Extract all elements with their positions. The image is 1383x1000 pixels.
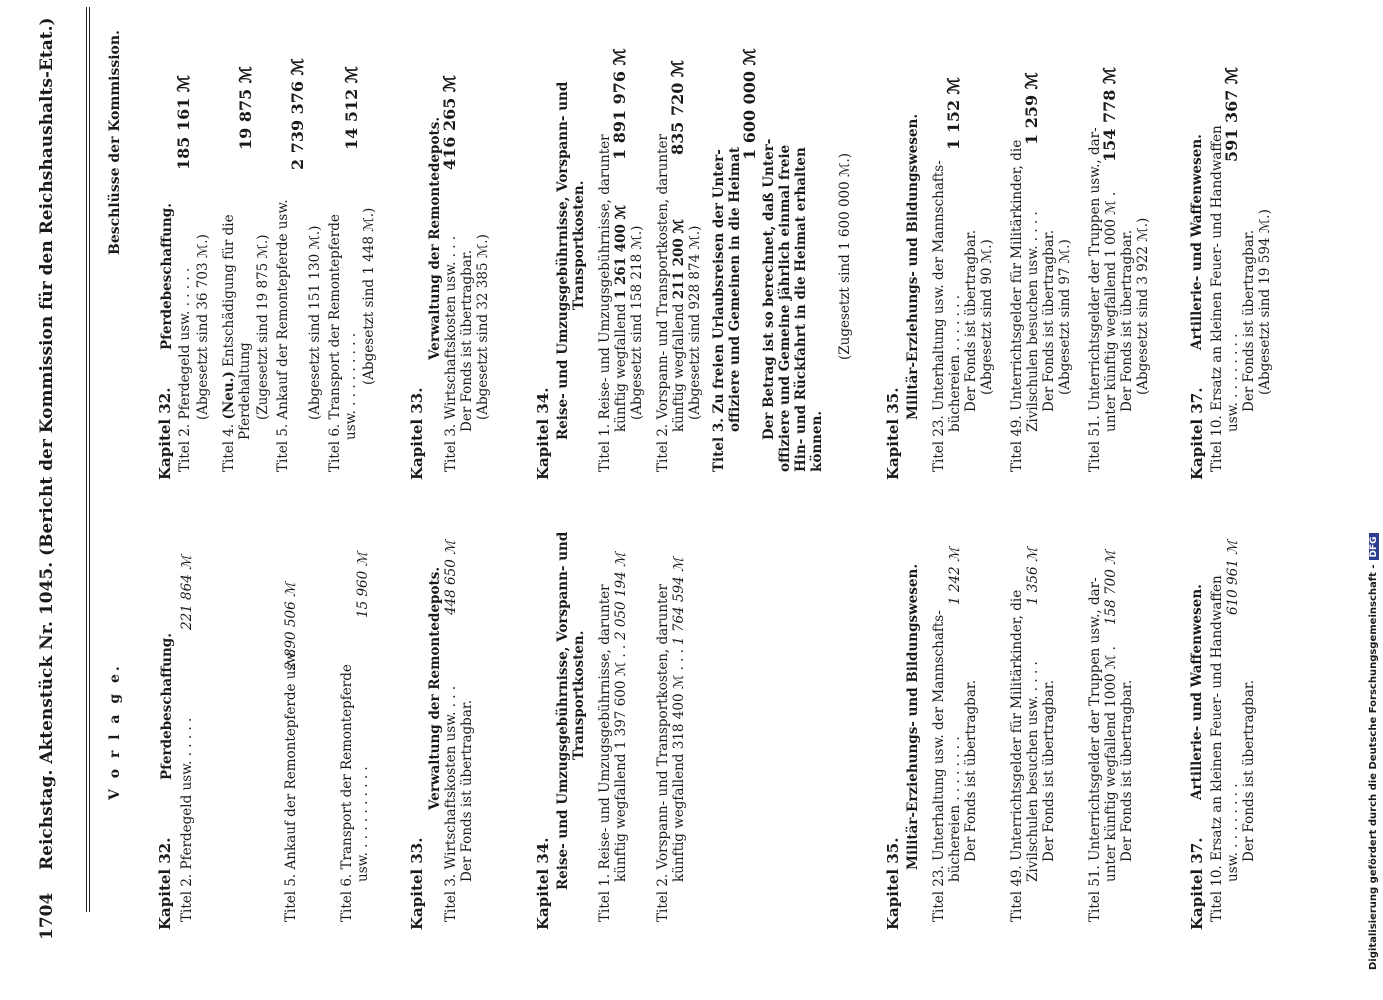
beschluesse-k34-t2b-val: 211 200 ℳ	[671, 219, 687, 300]
beschluesse-k34-t1b-pre: künftig wegfallend	[613, 303, 629, 432]
beschluesse-k35-t23a: Titel 23. Unterhaltung usw. der Mannschafts-	[931, 160, 947, 472]
beschluesse-k32-t6a: Titel 6. Transport der Remontepferde	[327, 214, 343, 472]
beschluesse-k32-t4-amount: 19 875 ℳ	[236, 66, 255, 150]
vorlage-k35-t51b: unter künftig wegfallend 1000 ℳ .	[1103, 646, 1119, 882]
vorlage-k33-t3a: Titel 3. Wirtschaftskosten usw. . . .	[443, 685, 459, 922]
beschluesse-k35-t51-note: (Abgesetzt sind 3 922 ℳ.)	[1135, 217, 1151, 395]
beschluesse-k34-t2-note: (Abgesetzt sind 928 874 ℳ.)	[687, 225, 703, 420]
vorlage-k33-sub: Verwaltung der Remontedepots.	[427, 566, 443, 810]
beschluesse-k37-t10a: Titel 10. Ersatz an kleinen Feuer- und Handwaffen	[1209, 125, 1225, 472]
vorlage-k32-t2-amount: 221 864 ℳ	[179, 555, 195, 630]
vorlage-k34-t2b: künftig wegfallend 318 400 ℳ . . .	[671, 648, 687, 882]
vorlage-k35-t51c: Der Fonds ist übertragbar.	[1119, 679, 1135, 862]
beschluesse-k32-t6-note: (Abgesetzt sind 1 448 ℳ.)	[361, 207, 377, 385]
beschluesse-k34-t1b-val: 1 261 400 ℳ	[613, 204, 629, 300]
vorlage-k35-sub: Militär-Erziehungs- und Bildungswesen.	[905, 563, 921, 870]
beschluesse-k34-kapitel: Kapitel 34.	[534, 387, 552, 480]
beschluesse-k32-t4a-neu: (Neu.)	[221, 371, 237, 420]
vorlage-k35-t23a: Titel 23. Unterhaltung usw. der Mannschafts-	[931, 610, 947, 922]
beschluesse-k34-t2b	[672, 219, 687, 432]
beschluesse-k34-sub1: Reise- und Umzugsgebührnisse, Vorspann- und	[555, 81, 571, 440]
beschluesse-k35-t51-amount: 154 778 ℳ	[1100, 66, 1119, 162]
vorlage-k37-t10b: usw. . . . . . . . .	[1225, 783, 1241, 882]
vorlage-k32-t5: Titel 5. Ankauf der Remontepferde usw.	[283, 649, 299, 922]
vorlage-k37-sub: Artillerie- und Waffenwesen.	[1189, 584, 1205, 800]
beschluesse-k35-t51b: unter künftig wegfallend 1 000 ℳ .	[1103, 191, 1119, 432]
vorlage-k37-t10a: Titel 10. Ersatz an kleinen Feuer- und Handwaffen	[1209, 575, 1225, 922]
vorlage-k34-t2-amount: 1 764 594 ℳ	[671, 557, 687, 645]
page-title: Reichstag. Aktenstück Nr. 1045. (Bericht der Kommission für den Reichshaushalts-Etat.)	[37, 17, 57, 870]
beschluesse-k32-t5-note: (Abgesetzt sind 151 130 ℳ.)	[307, 225, 323, 420]
vorlage-k34-t2a: Titel 2. Vorspann- und Transportkosten, darunter	[655, 584, 671, 922]
vorlage-k34-t1b: künftig wegfallend 1 397 600 ℳ . .	[613, 644, 629, 882]
vorlage-k32-t2: Titel 2. Pferdegeld usw. . . . . .	[179, 717, 195, 922]
beschluesse-k32-t4a-post: Entschädigung für die	[221, 214, 237, 367]
beschluesse-k37-sub: Artillerie- und Waffenwesen.	[1189, 134, 1205, 350]
beschluesse-k34-t3a: Titel 3. Zu freien Urlaubsreisen der Unter-	[711, 149, 727, 472]
vorlage-k35-t51a: Titel 51. Unterrichtsgelder der Truppen usw., dar-	[1087, 577, 1103, 922]
beschluesse-k35-kapitel: Kapitel 35.	[884, 387, 902, 480]
beschluesse-k34-t3-note: (Zugesetzt sind 1 600 000 ℳ.)	[837, 152, 853, 360]
beschluesse-k33-kapitel: Kapitel 33.	[408, 387, 426, 480]
vorlage-k37-kapitel: Kapitel 37.	[1188, 837, 1206, 930]
beschluesse-k33-t3-amount: 416 265 ℳ	[440, 74, 459, 170]
vorlage-k32-t6-amount: 15 960 ℳ	[355, 552, 371, 618]
beschluesse-k37-t10-note: (Abgesetzt sind 19 594 ℳ.)	[1257, 209, 1273, 395]
beschluesse-k33-t3-note: (Abgesetzt sind 32 385 ℳ.)	[475, 234, 491, 420]
beschluesse-k35-t23-note: (Abgesetzt sind 90 ℳ.)	[979, 239, 995, 395]
beschluesse-k34-t2a: Titel 2. Vorspann- und Transportkosten, darunter	[655, 134, 671, 472]
beschluesse-k34-t1b	[614, 205, 629, 432]
beschluesse-k33-t3a: Titel 3. Wirtschaftskosten usw. . . .	[443, 235, 459, 472]
beschluesse-k35-t49b: Zivilschulen besuchen usw. . . . .	[1025, 211, 1041, 432]
beschluesse-k32-t4-note: (Zugesetzt sind 19 875 ℳ.)	[255, 234, 271, 420]
beschluesse-k32-sub: Pferdebeschaffung.	[159, 203, 175, 350]
beschluesse-k32-t5-amount: 2 739 376 ℳ	[288, 58, 307, 170]
beschluesse-k35-t49-amount: 1 259 ℳ	[1022, 72, 1041, 145]
beschluesse-k34-t1-amount: 1 891 976 ℳ	[610, 48, 629, 160]
beschluesse-k33-t3b: Der Fonds ist übertragbar.	[459, 249, 475, 432]
beschluesse-k32-t6b: usw. . . . . . . . . .	[343, 332, 359, 440]
header-rule-2	[89, 7, 90, 912]
vorlage-k37-t10c: Der Fonds ist übertragbar.	[1241, 679, 1257, 862]
vorlage-k32-t6b: usw. . . . . . . . . . .	[355, 766, 371, 882]
beschluesse-k32-t6-amount: 14 512 ℳ	[342, 66, 361, 150]
vorlage-k34-sub2: Transportkosten.	[571, 630, 587, 760]
vorlage-k33-kapitel: Kapitel 33.	[408, 837, 426, 930]
beschluesse-k32-t5: Titel 5. Ankauf der Remontepferde usw.	[275, 199, 291, 472]
beschluesse-k35-sub: Militär-Erziehungs- und Bildungswesen.	[905, 113, 921, 420]
vorlage-k32-t6a: Titel 6. Transport der Remontepferde	[339, 664, 355, 922]
vorlage-k35-t49c: Der Fonds ist übertragbar.	[1041, 679, 1057, 862]
beschluesse-k32-t4a	[222, 214, 237, 472]
beschluesse-k32-t2: Titel 2. Pferdegeld usw. . . . . .	[177, 267, 193, 472]
beschluesse-k34-t2-amount: 835 720 ℳ	[668, 59, 687, 155]
vorlage-heading: V o r l a g e.	[107, 663, 123, 800]
beschluesse-k33-sub: Verwaltung der Remontedepots.	[427, 116, 443, 360]
beschluesse-k35-t23-amount: 1 152 ℳ	[944, 77, 963, 150]
beschluesse-k34-t1-note: (Abgesetzt sind 158 218 ℳ.)	[629, 225, 645, 420]
vorlage-k34-sub1: Reise- und Umzugsgebührnisse, Vorspann- und	[555, 531, 571, 890]
beschluesse-k34-t1a: Titel 1. Reise- und Umzugsgebührnisse, darunter	[597, 134, 613, 472]
beschluesse-k37-t10c: Der Fonds ist übertragbar.	[1241, 229, 1257, 412]
beschluesse-k34-t3f: können.	[809, 410, 825, 472]
vorlage-k35-t51-amount: 158 700 ℳ	[1103, 550, 1119, 625]
vorlage-k32-kapitel: Kapitel 32.	[156, 837, 174, 930]
vorlage-k35-t23c: Der Fonds ist übertragbar.	[963, 679, 979, 862]
beschluesse-k35-t49-note: (Abgesetzt sind 97 ℳ.)	[1057, 239, 1073, 395]
vorlage-k35-t49-amount: 1 356 ℳ	[1025, 547, 1041, 605]
credit-text: Digitalisierung gefördert durch die Deutsche Forschungsgemeinschaft -	[1368, 564, 1379, 970]
beschluesse-k35-t49a: Titel 49. Unterrichtsgelder für Militärkinder, die	[1009, 139, 1025, 472]
beschluesse-k34-t3e: Hin- und Rückfahrt in die Heimat erhalten	[793, 147, 809, 472]
beschluesse-k34-t2b-pre: künftig wegfallend	[671, 303, 687, 432]
beschluesse-k37-t10-amount: 591 367 ℳ	[1222, 66, 1241, 162]
beschluesse-heading: Beschlüsse der Kommission.	[107, 30, 123, 255]
vorlage-k35-t49a: Titel 49. Unterrichtsgelder für Militärkinder, die	[1009, 589, 1025, 922]
beschluesse-k32-t4b: Pferdehaltung	[237, 342, 253, 440]
vorlage-k34-t1-amount: 2 050 194 ℳ	[613, 552, 629, 640]
beschluesse-k34-t3c: Der Betrag ist so berechnet, daß Unter-	[761, 138, 777, 440]
vorlage-k33-t3b: Der Fonds ist übertragbar.	[459, 699, 475, 882]
vorlage-k33-t3-amount: 448 650 ℳ	[443, 540, 459, 615]
beschluesse-k34-t3d: offiziere und Gemeine jährlich einmal freie	[777, 144, 793, 472]
beschluesse-k35-t51c: Der Fonds ist übertragbar.	[1119, 229, 1135, 412]
page-number: 1704	[37, 892, 57, 940]
dfg-logo: DFG	[1369, 533, 1379, 560]
beschluesse-k35-t23b: büchereien . . . . . . .	[947, 294, 963, 432]
digitization-credit	[1368, 533, 1379, 970]
vorlage-k32-sub: Pferdebeschaffung.	[159, 633, 175, 780]
vorlage-k37-t10-amount: 610 961 ℳ	[1225, 540, 1241, 615]
vorlage-k35-t23-amount: 1 242 ℳ	[947, 547, 963, 605]
vorlage-k35-t49b: Zivilschulen besuchen usw. . . . .	[1025, 661, 1041, 882]
beschluesse-k32-kapitel: Kapitel 32.	[156, 387, 174, 480]
beschluesse-k34-sub2: Transportkosten.	[571, 180, 587, 310]
beschluesse-k32-t2-amount: 185 161 ℳ	[174, 74, 193, 170]
beschluesse-k32-t2-note: (Abgesetzt sind 36 703 ℳ.)	[195, 234, 211, 420]
vorlage-k34-t1a: Titel 1. Reise- und Umzugsgebührnisse, darunter	[597, 584, 613, 922]
vorlage-k34-kapitel: Kapitel 34.	[534, 837, 552, 930]
beschluesse-k37-kapitel: Kapitel 37.	[1188, 387, 1206, 480]
beschluesse-k34-t3-amount: 1 600 000 ℳ	[740, 48, 759, 160]
header-rule	[86, 7, 87, 912]
beschluesse-k35-t51a: Titel 51. Unterrichtsgelder der Truppen usw., dar-	[1087, 127, 1103, 472]
beschluesse-k37-t10b: usw. . . . . . . . .	[1225, 333, 1241, 432]
beschluesse-k35-t49c: Der Fonds ist übertragbar.	[1041, 229, 1057, 412]
beschluesse-k35-t23c: Der Fonds ist übertragbar.	[963, 229, 979, 412]
vorlage-k32-t5-amount: 2 890 506 ℳ	[283, 582, 299, 670]
beschluesse-k32-t4a-pre: Titel 4.	[221, 423, 237, 472]
beschluesse-k34-t3b: offiziere und Gemeinen in die Heimat	[727, 146, 743, 432]
vorlage-k35-t23b: büchereien . . . . . . . .	[947, 736, 963, 882]
vorlage-k35-kapitel: Kapitel 35.	[884, 837, 902, 930]
